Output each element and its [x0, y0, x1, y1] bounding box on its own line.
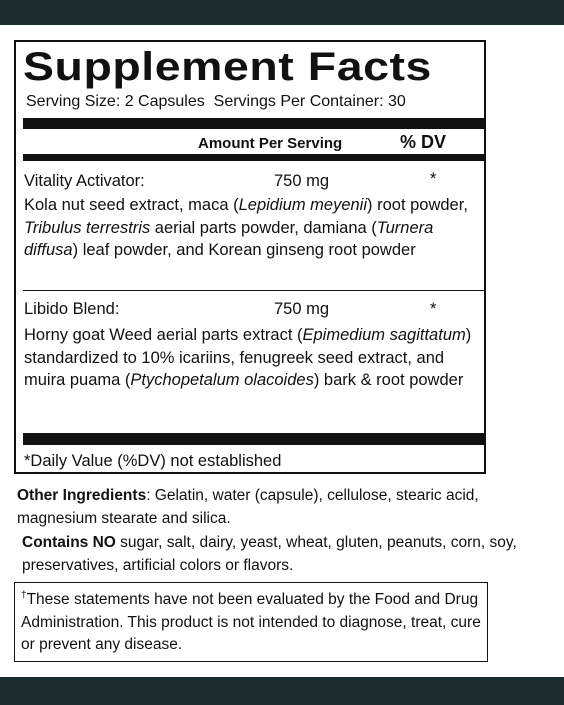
other-ingredients — [17, 485, 497, 530]
daily-value-footnote: *Daily Value (%DV) not established — [24, 452, 282, 470]
bottom-band — [0, 677, 564, 705]
fda-disclaimer — [14, 582, 488, 662]
botanical-name: Ptychopetalum olacoides — [130, 371, 314, 389]
ingredient-description — [24, 324, 486, 392]
ingredient-dv: * — [430, 170, 437, 188]
thin-divider — [23, 290, 485, 291]
ingredient-amount: 750 mg — [274, 300, 330, 318]
ingredient-amount: 750 mg — [274, 172, 330, 190]
ingredient-dv: * — [430, 300, 437, 318]
description-text: aerial parts powder, damiana ( — [150, 218, 377, 237]
thick-divider — [23, 433, 485, 445]
servings-per-container: Servings Per Container: 30 — [213, 93, 406, 110]
dv-header: % DV — [400, 132, 447, 152]
amount-per-serving-header: Amount Per Serving — [198, 135, 343, 152]
disclaimer-text: These statements have not been evaluated by the Food and Drug Administration. This product is not intended to diagnose, treat, cure or prevent any disease. — [21, 591, 481, 653]
dagger-symbol: † — [21, 590, 27, 601]
botanical-name: Tribulus terrestris — [24, 218, 151, 237]
ingredient-name: Libido Blend: — [24, 300, 120, 318]
botanical-name: Lepidium meyenii — [238, 196, 368, 214]
ingredient-description — [24, 194, 486, 262]
contains-no — [22, 532, 522, 577]
botanical-name: Epimedium sagittatum — [302, 326, 466, 344]
contains-no-label: Contains NO — [22, 534, 116, 551]
ingredient-name: Vitality Activator: — [24, 172, 145, 190]
description-text: Kola nut seed extract, maca ( — [24, 196, 239, 214]
description-text: ) root powder, — [367, 196, 468, 214]
other-ingredients-text: : Gelatin, water (capsule), cellulose, stearic acid, magnesium stearate and silica. — [17, 487, 479, 527]
thick-divider — [23, 118, 485, 129]
top-band — [0, 0, 564, 25]
description-text: Horny goat Weed aerial parts extract ( — [24, 326, 303, 344]
description-text: ) standardized to 10% icariins, fenugreek seed extract, and muira puama ( — [24, 326, 472, 389]
description-text: ) leaf powder, and Korean ginseng root powder — [72, 241, 416, 259]
botanical-name: Turnera diffusa — [24, 218, 434, 259]
serving-info — [26, 93, 406, 111]
contains-no-text: sugar, salt, dairy, yeast, wheat, gluten, peanuts, corn, soy, preservatives, artificial colors or flavors. — [22, 534, 517, 574]
description-text: ) bark & root powder — [313, 371, 464, 389]
supplement-facts-panel — [14, 40, 486, 474]
other-ingredients-label: Other Ingredients — [17, 487, 147, 504]
serving-size: Serving Size: 2 Capsules — [26, 93, 205, 110]
medium-divider — [23, 154, 485, 161]
panel-title: Supplement Facts — [23, 45, 432, 89]
